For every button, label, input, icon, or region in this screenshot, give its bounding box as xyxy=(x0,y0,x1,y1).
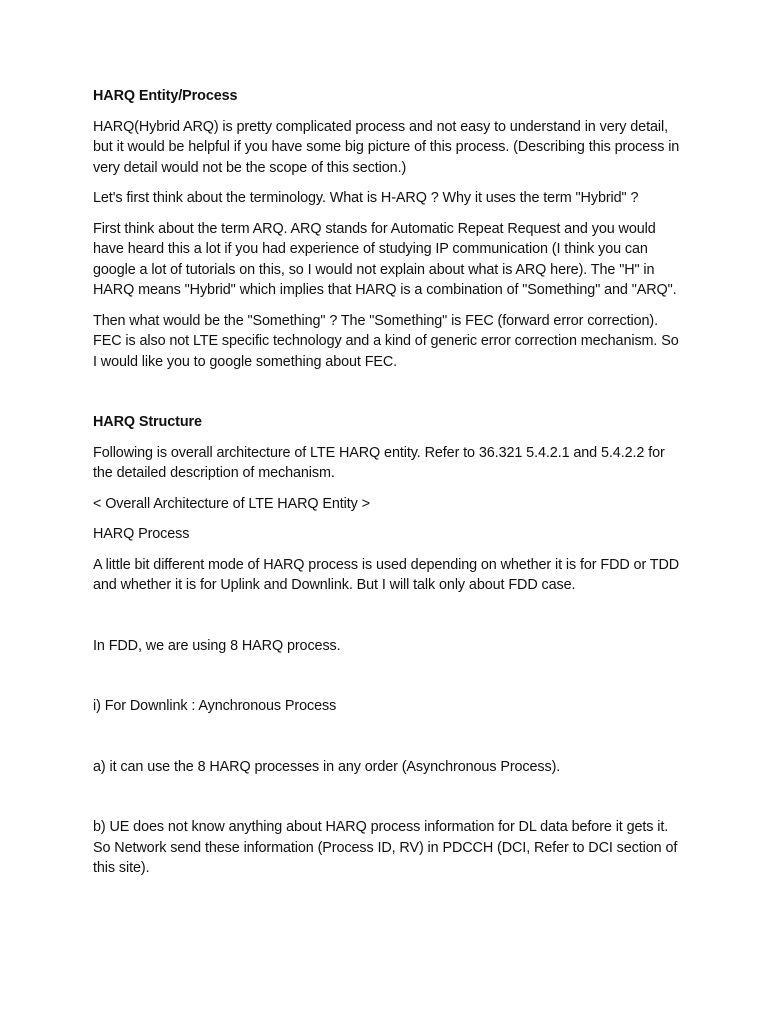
paragraph-architecture: Following is overall architecture of LTE HARQ entity. Refer to 36.321 5.4.2.1 and 5.4.2.2 for the detailed description of mechanism. xyxy=(93,444,665,481)
paragraph-fdd-processes: In FDD, we are using 8 HARQ process. xyxy=(93,637,341,654)
paragraph-arq-definition: First think about the term ARQ. ARQ stands for Automatic Repeat Request and you would have heard this a lot if you had experience of studying IP communication (I think you can google a lot of tutorials on this, so I would not explain about what is ARQ here). The "H" in HARQ means "Hybrid" which implies that HARQ is a combination of "Something" and "ARQ". xyxy=(93,220,677,298)
subheading-harq-process: HARQ Process xyxy=(93,526,190,542)
heading-harq-entity: HARQ Entity/Process xyxy=(93,88,238,104)
heading-harq-structure: HARQ Structure xyxy=(93,414,202,430)
paragraph-harq-intro: HARQ(Hybrid ARQ) is pretty complicated process and not easy to understand in very detail, but it would be helpful if you have some big picture of this process. (Describing this process in very detail would not be the scope of this section.) xyxy=(93,118,680,176)
paragraph-fec: Then what would be the "Something" ? The "Something" is FEC (forward error correction). FEC is also not LTE specific technology and a kind of generic error correction mechanism. So I would like you to google something about FEC. xyxy=(93,312,679,370)
paragraph-fdd-tdd: A little bit different mode of HARQ process is used depending on whether it is for FDD or TDD and whether it is for Uplink and Downlink. But I will talk only about FDD case. xyxy=(93,556,680,593)
paragraph-order: a) it can use the 8 HARQ processes in any order (Asynchronous Process). xyxy=(93,758,561,775)
paragraph-terminology: Let's first think about the terminology. What is H-ARQ ? Why it uses the term "Hybrid" ? xyxy=(93,190,639,206)
figure-caption: < Overall Architecture of LTE HARQ Entity > xyxy=(93,495,370,512)
paragraph-pdcch: b) UE does not know anything about HARQ process information for DL data before it gets it. So Network send these information (Process ID, RV) in PDCCH (DCI, Refer to DCI section of this site). xyxy=(93,819,678,876)
paragraph-downlink: i) For Downlink : Aynchronous Process xyxy=(93,698,337,714)
document-page xyxy=(93,86,683,879)
